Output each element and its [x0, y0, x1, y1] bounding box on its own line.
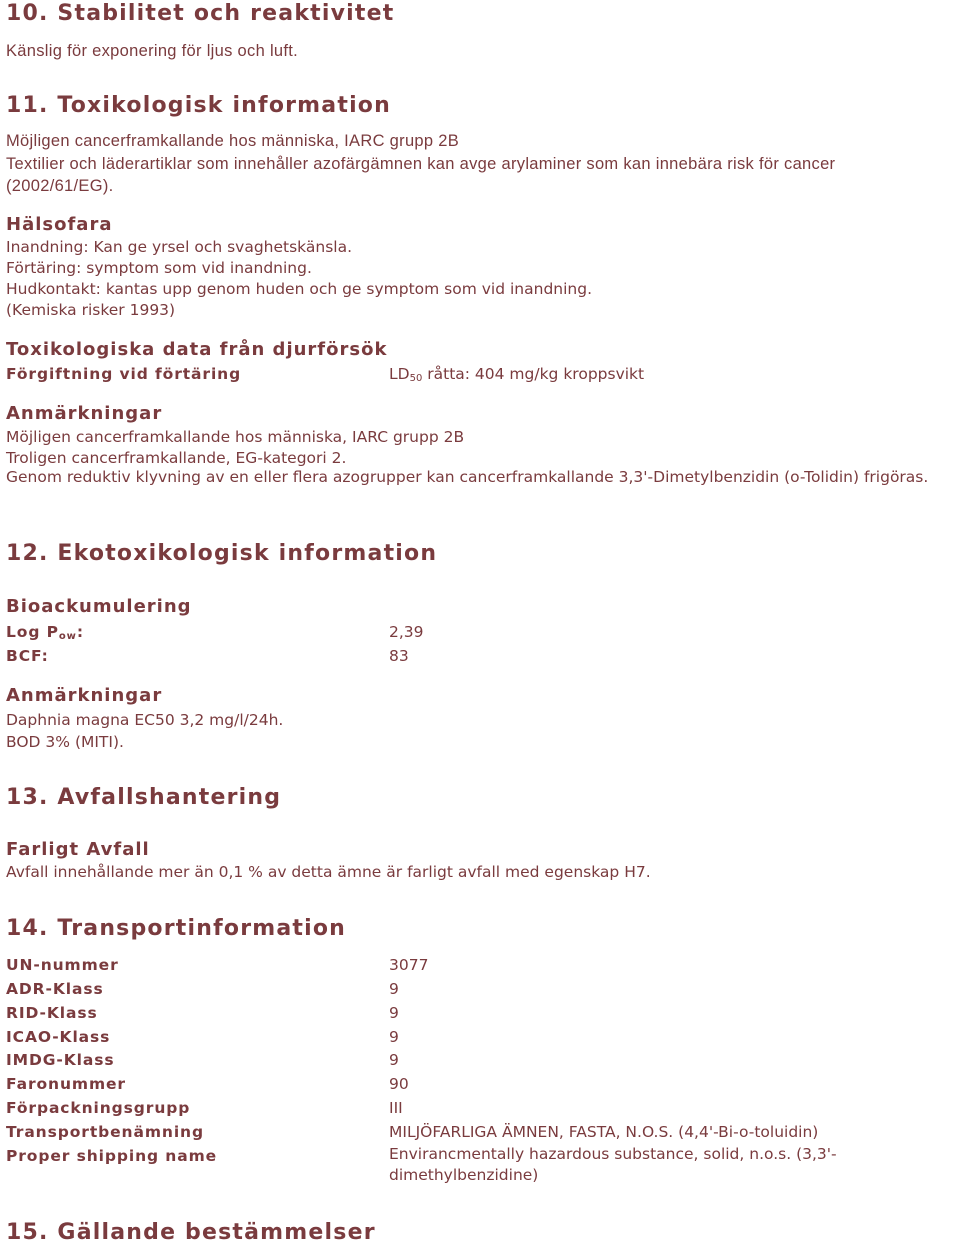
transport-value: 9 — [389, 1004, 399, 1022]
section-11-heading: 11. Toxikologisk information — [6, 93, 391, 118]
section-10-heading: 10. Stabilitet och reaktivitet — [6, 1, 395, 26]
tox-data-heading: Toxikologiska data från djurförsök — [6, 339, 388, 360]
hazard-line: Inandning: Kan ge yrsel och svaghetskänsla. — [6, 238, 353, 256]
transport-value: MILJÖFARLIGA ÄMNEN, FASTA, N.O.S. (4,4'-Bi-o-toluidin) — [389, 1123, 819, 1141]
hazard-line: Hudkontakt: kantas upp genom huden och ge symptom som vid inandning. — [6, 280, 593, 298]
transport-label: ICAO-Klass — [6, 1028, 111, 1046]
s12-remarks-heading: Anmärkningar — [6, 685, 163, 706]
logp-label — [6, 625, 84, 642]
logp-prefix: Log P — [6, 623, 59, 641]
waste-text: Avfall innehållande mer än 0,1 % av detta ämne är farligt avfall med egenskap H7. — [6, 863, 651, 881]
transport-label: Transportbenämning — [6, 1123, 204, 1141]
transport-value: 3077 — [389, 956, 429, 974]
tox-value — [389, 367, 644, 384]
logp-value: 2,39 — [389, 623, 424, 641]
s12-remark-line: Daphnia magna EC50 3,2 mg/l/24h. — [6, 711, 284, 729]
bioaccumulation-heading: Bioackumulering — [6, 596, 192, 617]
hazard-line: (Kemiska risker 1993) — [6, 301, 176, 319]
section-15-heading: 15. Gällande bestämmelser — [6, 1220, 376, 1245]
remark-line: Troligen cancerframkallande, EG-kategori 2. — [6, 449, 347, 467]
tox-value-prefix: LD — [389, 365, 410, 383]
transport-label: Faronummer — [6, 1075, 126, 1093]
section-12-heading: 12. Ekotoxikologisk information — [6, 541, 438, 566]
s11-line3: (2002/61/EG). — [6, 177, 114, 195]
section-13-heading: 13. Avfallshantering — [6, 785, 282, 810]
tox-value-rest: råtta: 404 mg/kg kroppsvikt — [422, 365, 645, 383]
transport-value: 90 — [389, 1075, 409, 1093]
logp-suffix: : — [76, 623, 84, 641]
hazard-line: Förtäring: symptom som vid inandning. — [6, 259, 312, 277]
transport-value: 9 — [389, 980, 399, 998]
transport-label: UN-nummer — [6, 956, 119, 974]
transport-label: ADR-Klass — [6, 980, 104, 998]
transport-value: 9 — [389, 1028, 399, 1046]
transport-label: RID-Klass — [6, 1004, 98, 1022]
section-14-heading: 14. Transportinformation — [6, 916, 347, 941]
transport-value: 9 — [389, 1051, 399, 1069]
transport-label: IMDG-Klass — [6, 1051, 115, 1069]
remark-line: Genom reduktiv klyvning av en eller flera azogrupper kan cancerframkallande 3,3'-Dimetylbenzidin (o-Tolidin) frigöras. — [6, 468, 929, 486]
tox-value-sub: 50 — [409, 373, 423, 384]
transport-value: Envirancmentally hazardous substance, solid, n.o.s. (3,3'-dimethylbenzidine) — [389, 1145, 837, 1184]
tox-label: Förgiftning vid förtäring — [6, 365, 242, 383]
transport-label: Förpackningsgrupp — [6, 1099, 191, 1117]
s12-remark-line: BOD 3% (MITI). — [6, 733, 124, 751]
transport-label: Proper shipping name — [6, 1147, 218, 1165]
remarks-heading: Anmärkningar — [6, 403, 163, 424]
hazardous-waste-heading: Farligt Avfall — [6, 839, 150, 860]
s11-line2: Textilier och läderartiklar som innehåller azofärgämnen kan avge arylaminer som kan innebära risk för cancer — [6, 155, 836, 173]
remark-line: Möjligen cancerframkallande hos människa, IARC grupp 2B — [6, 428, 465, 446]
s11-line1: Möjligen cancerframkallande hos människa, IARC grupp 2B — [6, 132, 460, 150]
transport-value: III — [389, 1099, 403, 1117]
health-hazard-heading: Hälsofara — [6, 214, 113, 235]
section-10-text: Känslig för exponering för ljus och luft. — [6, 42, 299, 60]
logp-sub: ow — [58, 631, 77, 642]
bcf-label: BCF: — [6, 647, 49, 665]
bcf-value: 83 — [389, 647, 409, 665]
